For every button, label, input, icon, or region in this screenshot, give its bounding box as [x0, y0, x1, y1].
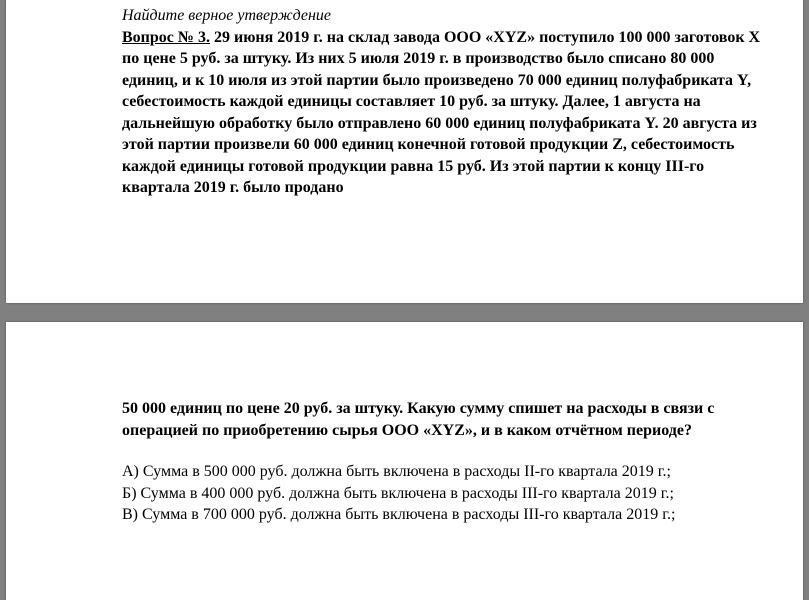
- page-1-content: [122, 5, 762, 199]
- answer-option-a: А) Сумма в 500 000 руб. должна быть включена в расходы II-го квартала 2019 г.;: [122, 463, 671, 480]
- question-paragraph: [122, 27, 762, 199]
- page-2-content: [122, 398, 762, 526]
- answer-options: [122, 461, 762, 526]
- document-page-2: [6, 322, 803, 600]
- answer-option-c: В) Сумма в 700 000 руб. должна быть включена в расходы III-го квартала 2019 г.;: [122, 506, 676, 523]
- instruction-text: Найдите верное утверждение: [122, 7, 332, 24]
- answer-option-b: Б) Сумма в 400 000 руб. должна быть включена в расходы III-го квартала 2019 г.;: [122, 484, 674, 502]
- document-page-1: [6, 0, 803, 303]
- question-text: 29 июня 2019 г. на склад завода ООО «XYZ» поступило 100 000 заготовок X по цене 5 руб. за штуку. Из них 5 июля 2019 г. в производство было списано 80 000 единиц, и к 10 июля из этой партии было произведено 70 000 единиц полуфабриката Y, себестоимость каждой единицы составляет 10 руб. за штуку. Далее, 1 августа на дальнейшую обработку было отправлено 60 000 единиц полуфабриката Y. 20 августа из этой партии произвели 60 000 единиц конечной готовой продукции Z, себестоимость каждой единицы готовой продукции равна 15 руб. Из этой партии к концу III-го квартала 2019 г. было продано: [122, 28, 761, 196]
- question-continuation: 50 000 единиц по цене 20 руб. за штуку. Какую сумму спишет на расходы в связи с операцией по приобретению сырья ООО «XYZ», и в каком отчётном периоде?: [122, 400, 715, 439]
- question-label: Вопрос № 3.: [122, 28, 210, 46]
